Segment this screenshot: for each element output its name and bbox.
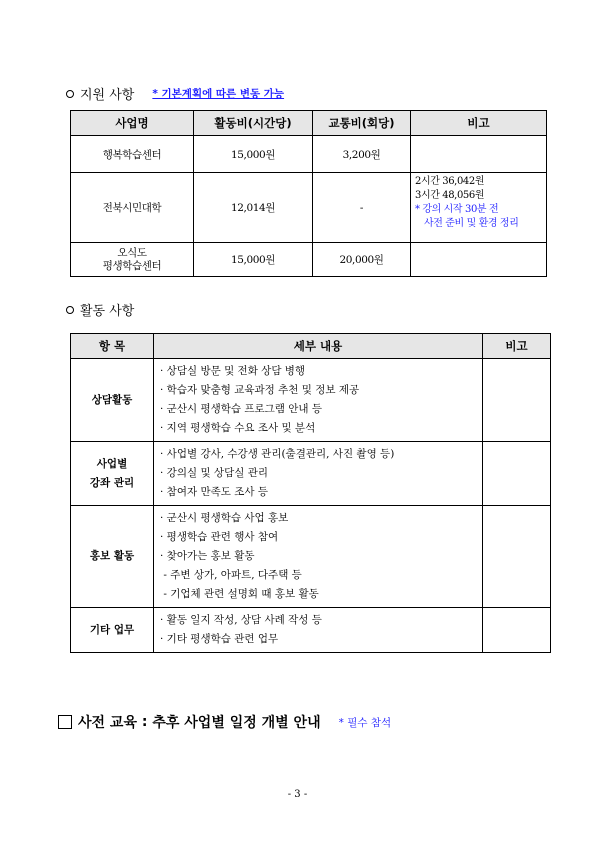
activity-table — [70, 333, 551, 653]
support-cell-note — [411, 173, 547, 243]
list-item: · 활동 일지 작성, 상담 사례 작성 등 — [160, 614, 322, 626]
list-item: - 주변 상가, 아파트, 다주택 등 — [160, 569, 302, 581]
activity-category — [71, 442, 154, 506]
support-header-name: 사업명 — [71, 111, 194, 136]
activity-note — [483, 442, 551, 506]
activity-detail — [154, 442, 483, 506]
category-line: 강좌 관리 — [89, 476, 135, 489]
support-cell-transport: 20,000원 — [313, 243, 411, 277]
circle-bullet-icon — [66, 90, 74, 98]
table-row — [71, 359, 551, 442]
support-cell-note — [411, 243, 547, 277]
support-header-note: 비고 — [411, 111, 547, 136]
activity-detail — [154, 608, 483, 653]
support-table — [70, 110, 547, 277]
activity-category: 기타 업무 — [71, 608, 154, 653]
support-cell-name: 행복학습센터 — [71, 136, 194, 173]
table-row — [71, 173, 547, 243]
activity-header-detail: 세부 내용 — [154, 334, 483, 359]
list-item: · 군산시 평생학습 프로그램 안내 등 — [160, 403, 323, 415]
activity-note — [483, 359, 551, 442]
list-item: · 평생학습 관련 행사 참여 — [160, 531, 279, 543]
support-header-transport: 교통비(회당) — [313, 111, 411, 136]
support-header-activity: 활동비(시간당) — [194, 111, 313, 136]
name-line: 평생학습센터 — [102, 259, 162, 272]
required-attendance-note: * 필수 참석 — [338, 716, 392, 729]
list-item: - 기업체 관련 설명회 때 홍보 활동 — [160, 588, 319, 600]
support-note-link[interactable]: * 기본계획에 따른 변동 가능 — [152, 88, 285, 100]
activity-header-note: 비고 — [483, 334, 551, 359]
activity-header-category: 항 목 — [71, 334, 154, 359]
activity-category: 홍보 활동 — [71, 506, 154, 608]
activity-detail — [154, 359, 483, 442]
pre-education-text: 추후 사업별 일정 개별 안내 — [152, 715, 321, 731]
support-cell-name — [71, 243, 194, 277]
pre-education-line — [58, 712, 391, 732]
note-line: * 강의 시작 30분 전 — [415, 204, 499, 215]
list-item: · 지역 평생학습 수요 조사 및 분석 — [160, 422, 316, 434]
activity-note — [483, 608, 551, 653]
table-row — [71, 608, 551, 653]
list-item: · 찾아가는 홍보 활동 — [160, 550, 255, 562]
table-row — [71, 136, 547, 173]
note-line: 사전 준비 및 환경 정리 — [424, 218, 519, 229]
list-item: · 참여자 만족도 조사 등 — [160, 486, 268, 498]
list-item: · 기타 평생학습 관련 업무 — [160, 633, 279, 645]
list-item: · 군산시 평생학습 사업 홍보 — [160, 512, 289, 524]
support-cell-activity: 15,000원 — [194, 136, 313, 173]
circle-bullet-icon — [66, 306, 74, 314]
square-bullet-icon — [58, 715, 72, 729]
table-row — [71, 243, 547, 277]
list-item: · 상담실 방문 및 전화 상담 병행 — [160, 365, 306, 377]
pre-education-label: 사전 교육 — [78, 715, 137, 731]
support-title-text: 지원 사항 — [80, 88, 135, 103]
note-line: 2시간 36,042원 — [415, 176, 485, 187]
support-cell-name: 전북시민대학 — [71, 173, 194, 243]
support-cell-transport: - — [313, 173, 411, 243]
table-row — [71, 506, 551, 608]
list-item: · 사업별 강사, 수강생 관리(출결관리, 사진 촬영 등) — [160, 448, 395, 460]
list-item: · 학습자 맞춤형 교육과정 추천 및 정보 제공 — [160, 384, 360, 396]
support-cell-activity: 12,014원 — [194, 173, 313, 243]
page-number: - 3 - — [287, 789, 308, 800]
support-cell-transport: 3,200원 — [313, 136, 411, 173]
activity-section-title — [66, 300, 134, 319]
pre-education-separator: : — [136, 714, 153, 730]
activity-category: 상담활동 — [71, 359, 154, 442]
support-cell-activity: 15,000원 — [194, 243, 313, 277]
note-line: 3시간 48,056원 — [415, 190, 485, 201]
name-line: 오식도 — [117, 246, 147, 259]
support-cell-note — [411, 136, 547, 173]
support-header-row — [71, 111, 547, 136]
activity-detail — [154, 506, 483, 608]
list-item: · 강의실 및 상담실 관리 — [160, 467, 268, 479]
activity-header-row — [71, 334, 551, 359]
activity-note — [483, 506, 551, 608]
table-row — [71, 442, 551, 506]
category-line: 사업별 — [96, 457, 128, 470]
activity-title-text: 활동 사항 — [80, 304, 135, 319]
support-section-title — [66, 84, 284, 103]
